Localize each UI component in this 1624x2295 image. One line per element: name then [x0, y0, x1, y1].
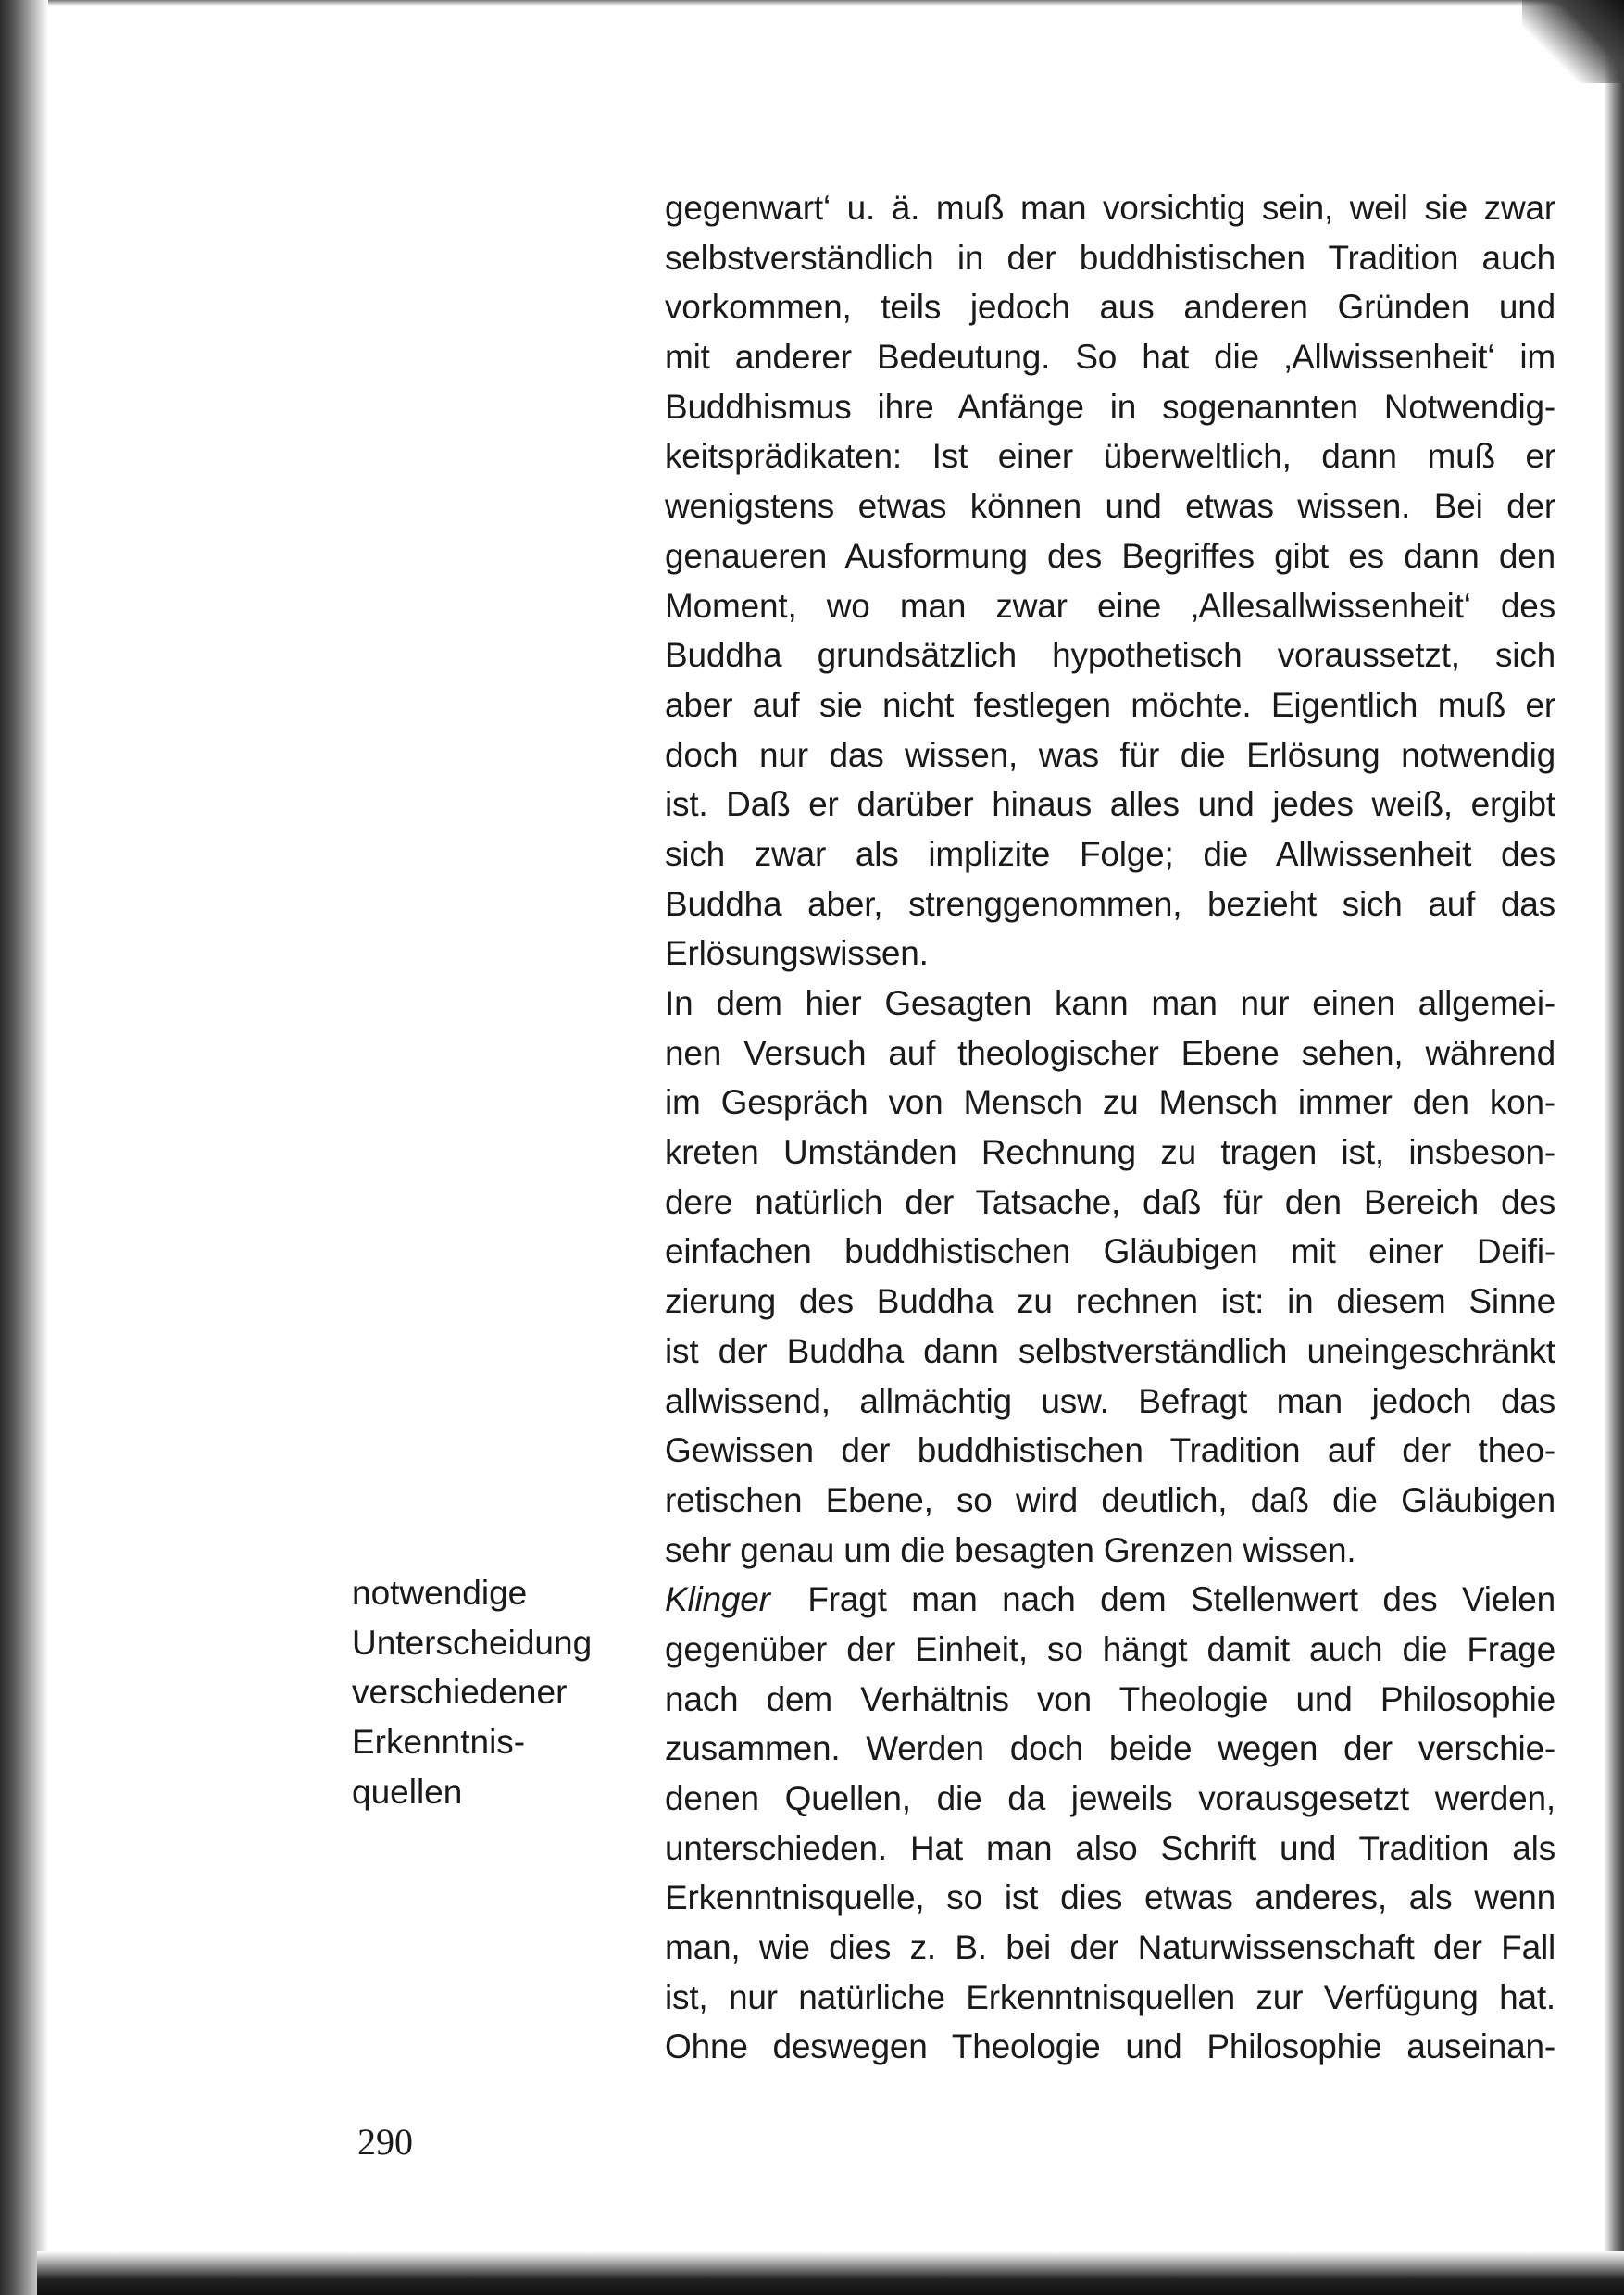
body-line: allwissend, allmächtig usw. Befragt man jedoch das [665, 1381, 1555, 1420]
body-line: ist, nur natürliche Erkenntnisquellen zur Verfügung hat. [665, 1977, 1555, 2016]
body-line: Gewissen der buddhistischen Tradition auf der theo- [665, 1431, 1555, 1470]
scan-edge-left [0, 0, 48, 2295]
body-line: Erkenntnisquelle, so ist dies etwas anderes, als wenn [665, 1878, 1555, 1917]
body-line: gegenwart‘ u. ä. muß man vorsichtig sein, weil sie zwar [665, 189, 1555, 227]
scan-edge-bottom [37, 2251, 1624, 2295]
body-line: genaueren Ausformung des Begriffes gibt es dann den [665, 536, 1555, 575]
margin-note-line: notwendige [352, 1574, 528, 1612]
body-line: im Gespräch von Mensch zu Mensch immer den kon- [665, 1083, 1555, 1122]
body-line: dere natürlich der Tatsache, daß für den Bereich des [665, 1182, 1555, 1221]
body-line: Buddha aber, strenggenommen, bezieht sich auf das [665, 884, 1555, 923]
margin-note-line: Unterscheidung [352, 1623, 593, 1662]
body-line: doch nur das wissen, was für die Erlösung notwendig [665, 735, 1555, 774]
margin-note-line: quellen [352, 1772, 463, 1811]
margin-note [352, 1568, 620, 1817]
body-line: gegenüber der Einheit, so hängt damit auch die Frage [665, 1629, 1555, 1668]
body-text [665, 183, 1555, 2072]
body-line: ist der Buddha dann selbstverständlich uneingeschränkt [665, 1331, 1555, 1370]
body-line: man, wie dies z. B. bei der Naturwissenschaft der Fall [665, 1928, 1555, 1967]
body-line: aber auf sie nicht festlegen möchte. Eigentlich muß er [665, 685, 1555, 724]
body-line: einfachen buddhistischen Gläubigen mit einer Deifi- [665, 1232, 1555, 1271]
body-line: Moment, wo man zwar eine ‚Allesallwissenheit‘ des [665, 586, 1555, 625]
body-line: mit anderer Bedeutung. So hat die ‚Allwissenheit‘ im [665, 338, 1555, 377]
body-line: denen Quellen, die da jeweils vorausgesetzt werden, [665, 1779, 1555, 1817]
body-line: zierung des Buddha zu rechnen ist: in diesem Sinne [665, 1282, 1555, 1321]
body-line: Buddha grundsätzlich hypothetisch voraussetzt, sich [665, 636, 1555, 675]
body-line: ist. Daß er darüber hinaus alles und jedes weiß, ergibt [665, 785, 1555, 824]
body-line: sich zwar als implizite Folge; die Allwissenheit des [665, 834, 1555, 873]
scan-edge-right [1604, 19, 1624, 2259]
margin-note-line: verschiedener [352, 1673, 568, 1712]
body-line: kreten Umständen Rechnung zu tragen ist, insbeson- [665, 1133, 1555, 1172]
scan-corner-shadow [1522, 0, 1624, 83]
speaker-line [665, 1575, 1555, 1625]
body-line: unterschieden. Hat man also Schrift und Tradition als [665, 1828, 1555, 1867]
body-line: nen Versuch auf theologischer Ebene sehen, während [665, 1033, 1555, 1072]
scan-edge-top [48, 0, 1576, 6]
body-line: selbstverständlich in der buddhistischen Tradition auch [665, 238, 1555, 277]
speaker-first-line: Fragt man nach dem Stellenwert des Vielen [807, 1580, 1555, 1619]
speaker-name: Klinger [665, 1580, 770, 1619]
body-line: vorkommen, teils jedoch aus anderen Gründen und [665, 288, 1555, 327]
body-line: wenigstens etwas können und etwas wissen. Bei der [665, 487, 1555, 526]
body-line: retischen Ebene, so wird deutlich, daß die Gläubigen [665, 1480, 1555, 1519]
body-line: Buddhismus ihre Anfänge in sogenannten Notwendig- [665, 387, 1555, 426]
body-line: nach dem Verhältnis von Theologie und Philosophie [665, 1679, 1555, 1718]
body-line: keitsprädikaten: Ist einer überweltlich, dann muß er [665, 437, 1555, 476]
body-line: sehr genau um die besagten Grenzen wissen. [665, 1530, 1356, 1569]
page-number: 290 [357, 2121, 413, 2163]
body-line: Erlösungswissen. [665, 934, 929, 973]
body-line: zusammen. Werden doch beide wegen der verschie- [665, 1729, 1555, 1768]
body-line: In dem hier Gesagten kann man nur einen allgemei- [665, 984, 1555, 1022]
margin-note-line: Erkenntnis- [352, 1723, 526, 1762]
body-line: Ohne deswegen Theologie und Philosophie auseinan- [665, 2027, 1555, 2066]
